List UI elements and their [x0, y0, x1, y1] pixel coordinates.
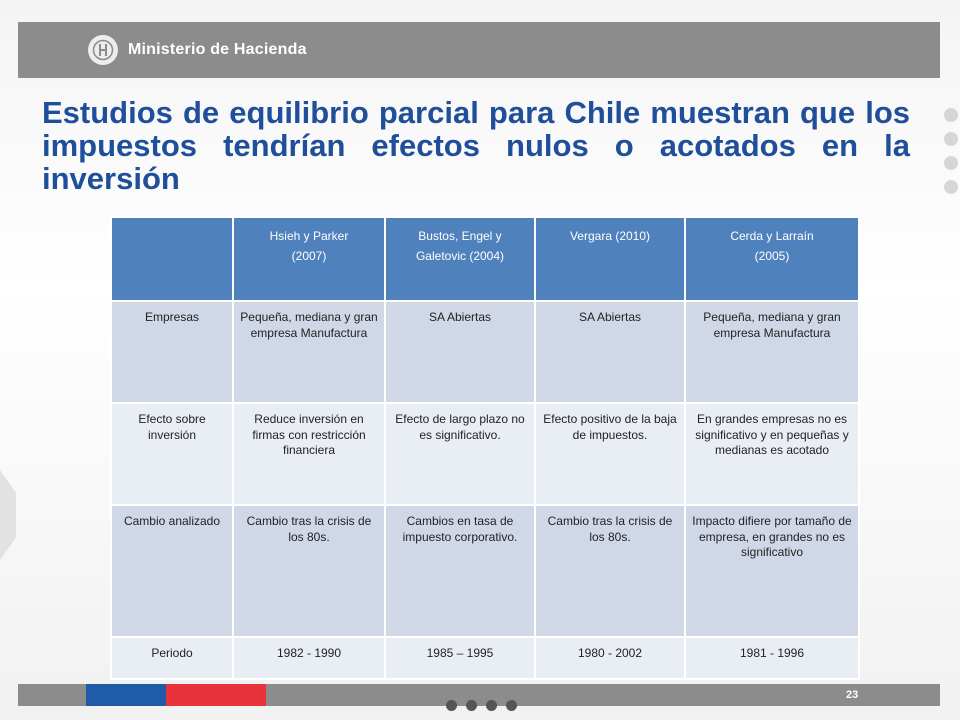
dot-icon: [944, 108, 958, 122]
table-cell: SA Abiertas: [385, 301, 535, 403]
ministry-logo: [88, 32, 307, 68]
flag-blue-stripe: [86, 684, 166, 706]
header-cell-hsieh-parker: [233, 217, 385, 301]
header-line: Cerda y Larraín: [730, 229, 814, 243]
table-cell: Cambio tras la crisis de los 80s.: [233, 505, 385, 637]
table-cell: Reduce inversión en firmas con restricción financiera: [233, 403, 385, 505]
table-header-row: [111, 217, 859, 301]
header-line: (2005): [754, 249, 790, 264]
header-line: Vergara (2010): [569, 229, 651, 243]
table-cell: Impacto difiere por tamaño de empresa, en grandes no es significativo: [685, 505, 859, 637]
table-row-empresas: [111, 301, 859, 403]
slide-title: Estudios de equilibrio parcial para Chile muestran que los impuestos tendrían efectos nulos o acotados en la inversión: [42, 95, 910, 197]
row-label: Cambio analizado: [111, 505, 233, 637]
table-cell: Pequeña, mediana y gran empresa Manufactura: [685, 301, 859, 403]
dot-icon: [944, 132, 958, 146]
row-label: Empresas: [111, 301, 233, 403]
table-row-periodo: [111, 637, 859, 679]
header-cell-vergara: [535, 217, 685, 301]
header-corner-cell: [111, 217, 233, 301]
header-line: Hsieh y Parker: [269, 229, 349, 243]
header-line: Bustos, Engel y: [418, 229, 502, 243]
row-label: Periodo: [111, 637, 233, 679]
table-row-cambio-analizado: [111, 505, 859, 637]
row-label: Efecto sobre inversión: [111, 403, 233, 505]
dot-icon: [506, 700, 517, 711]
dot-icon: [466, 700, 477, 711]
header-cell-cerda-larrain: [685, 217, 859, 301]
table-cell: Pequeña, mediana y gran empresa Manufactura: [233, 301, 385, 403]
table-cell: 1980 - 2002: [535, 637, 685, 679]
table-cell: 1982 - 1990: [233, 637, 385, 679]
table-row-efecto-inversion: [111, 403, 859, 505]
table-cell: 1985 – 1995: [385, 637, 535, 679]
ministry-seal-icon: [88, 35, 118, 65]
header-line: (2007): [291, 249, 327, 264]
dot-icon: [446, 700, 457, 711]
header-line: Galetovic (2004): [415, 249, 505, 264]
logo-text: Ministerio de Hacienda: [128, 41, 307, 58]
studies-table: [110, 216, 860, 680]
table-cell: Cambio tras la crisis de los 80s.: [535, 505, 685, 637]
table-cell: 1981 - 1996: [685, 637, 859, 679]
dot-icon: [944, 156, 958, 170]
dot-icon: [944, 180, 958, 194]
header-band: [18, 22, 940, 78]
dot-icon: [486, 700, 497, 711]
table-cell: SA Abiertas: [535, 301, 685, 403]
decorative-dots-bottom: [446, 700, 517, 711]
page-number: 23: [846, 689, 859, 701]
decorative-dots-right: [944, 108, 960, 194]
table-cell: Cambios en tasa de impuesto corporativo.: [385, 505, 535, 637]
table-cell: Efecto de largo plazo no es significativo.: [385, 403, 535, 505]
header-cell-bustos-engel-galetovic: [385, 217, 535, 301]
table-cell: En grandes empresas no es significativo y en pequeñas y medianas es acotado: [685, 403, 859, 505]
table-cell: Efecto positivo de la baja de impuestos.: [535, 403, 685, 505]
flag-red-stripe: [166, 684, 266, 706]
